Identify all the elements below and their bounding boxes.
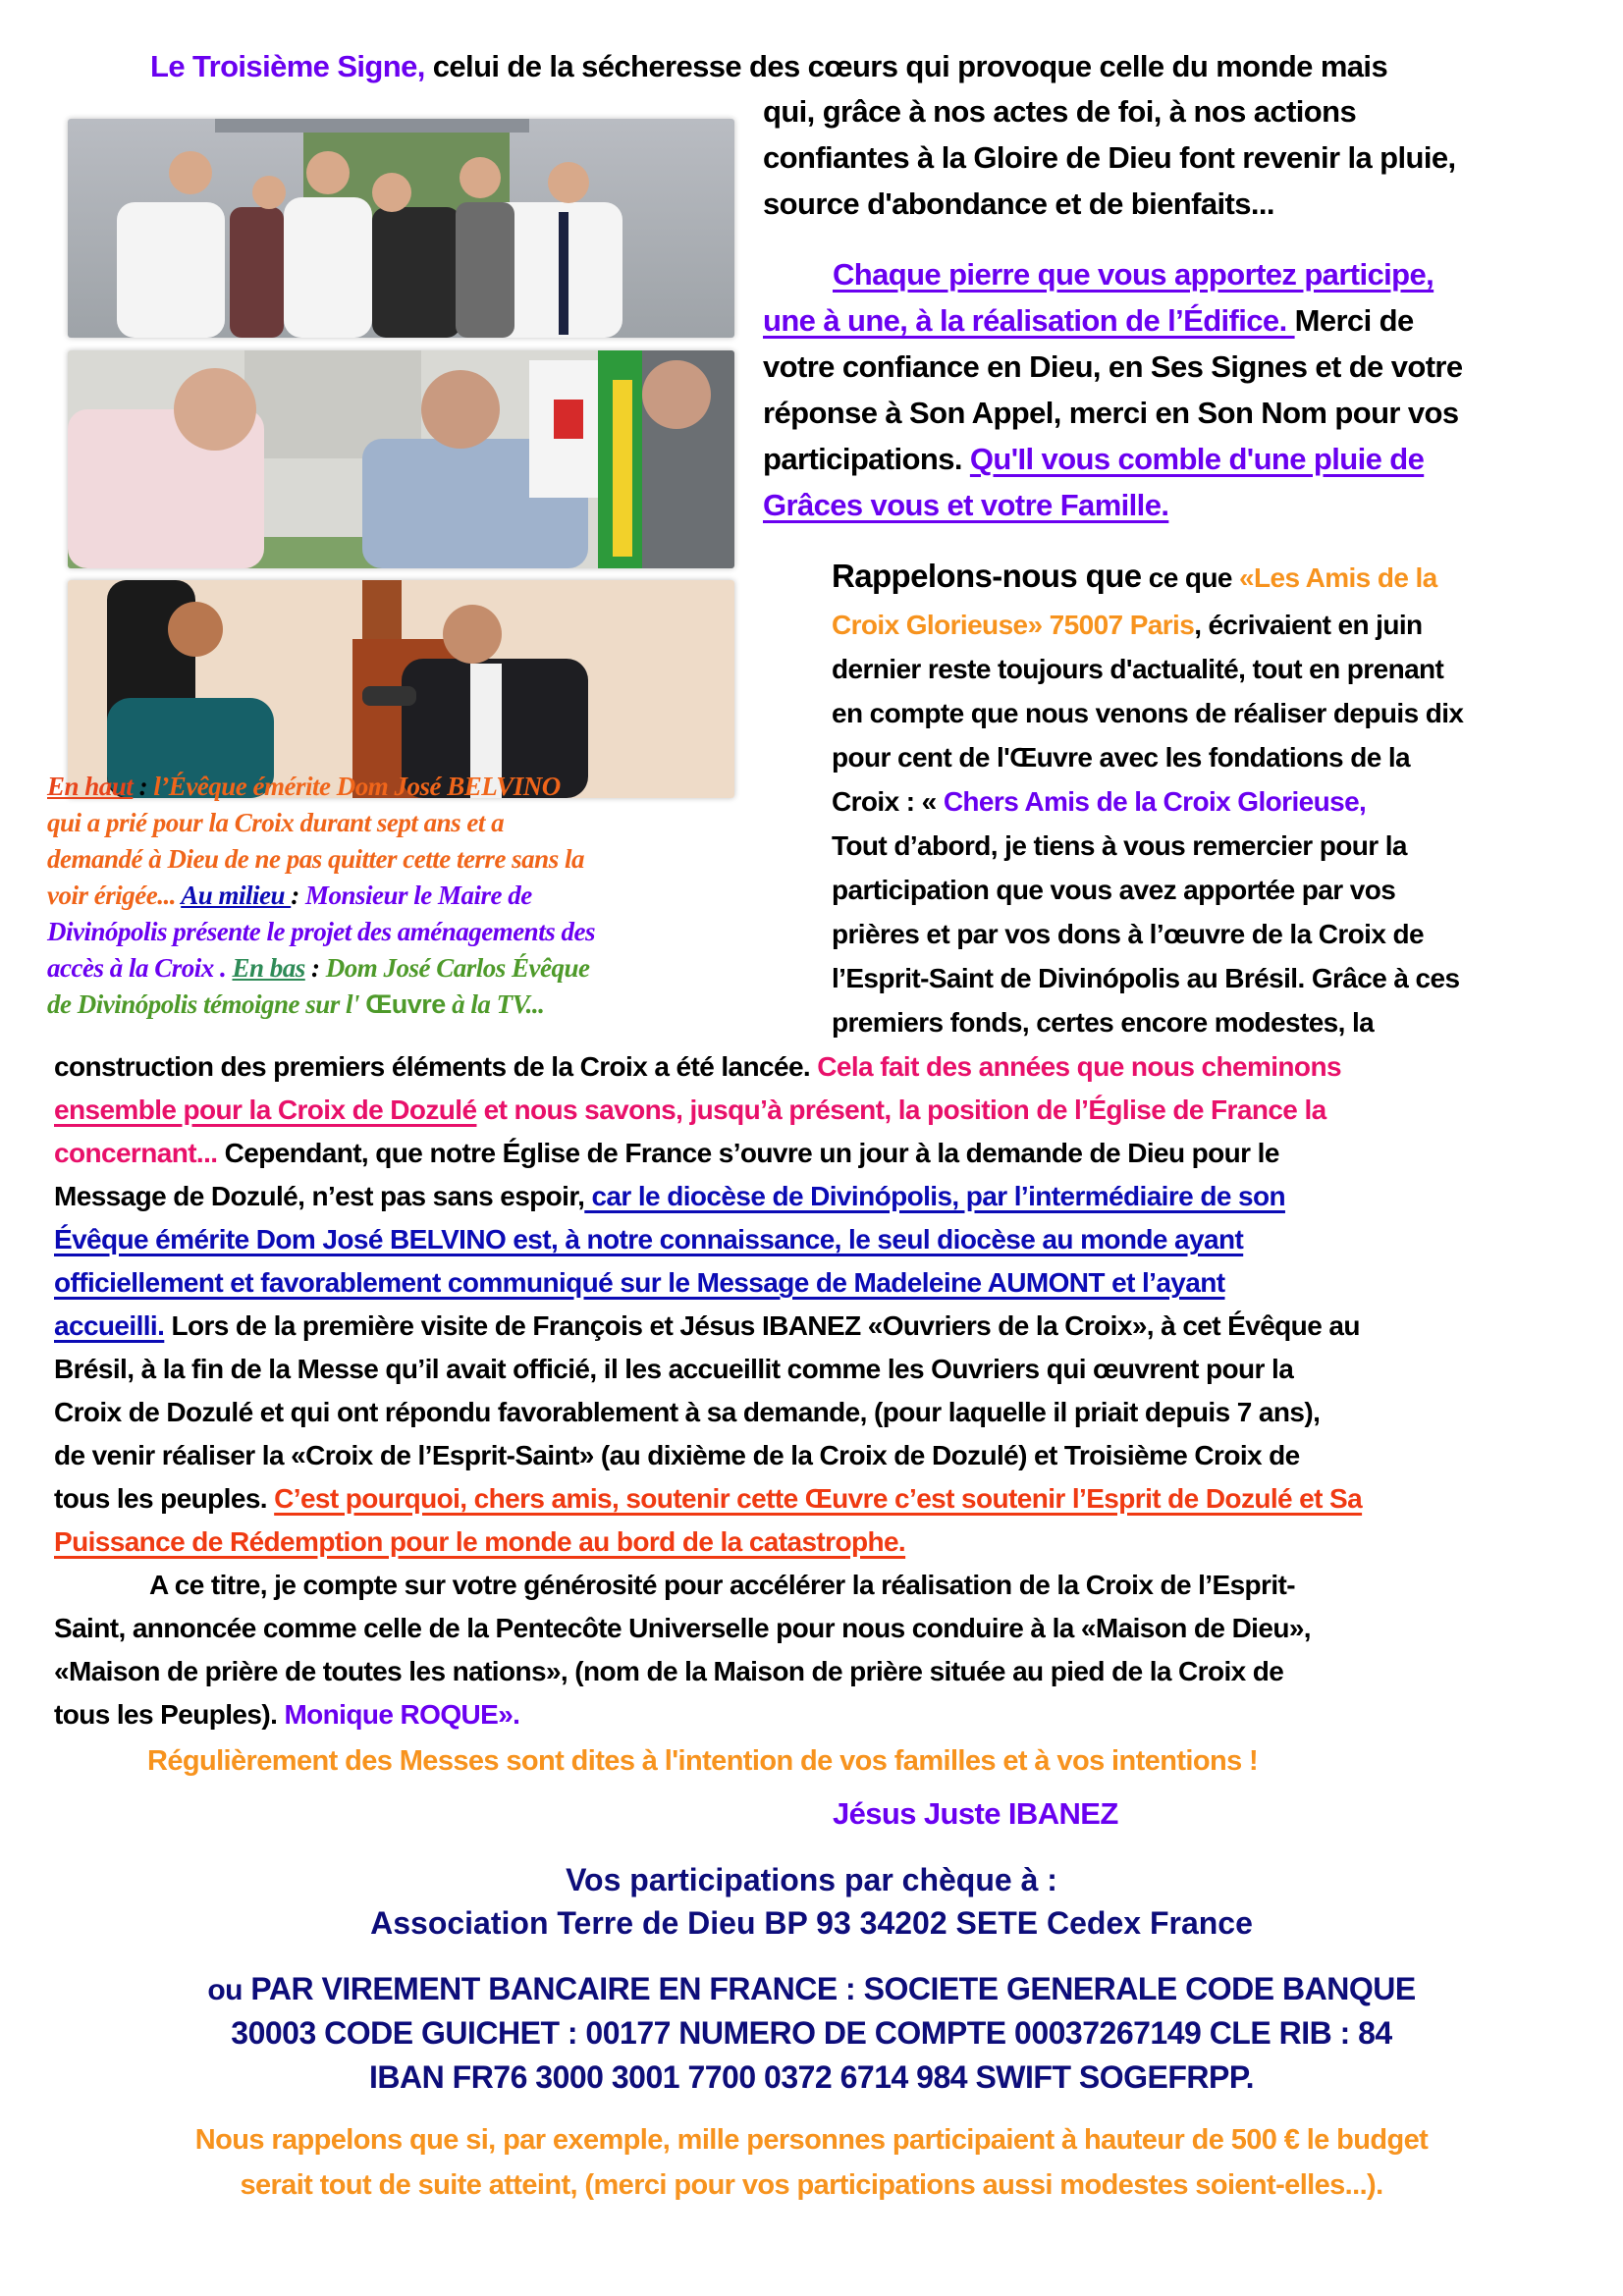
caption-mid-label: Au milieu xyxy=(181,881,292,910)
body-l7-black: Lors de la première visite de François et Jésus IBANEZ «Ouvriers de la Croix», à cet Évêque au xyxy=(164,1310,1360,1341)
caption-oeuvre: Œuvre xyxy=(365,989,446,1019)
cheque-address: Association Terre de Dieu BP 93 34202 SETE Cedex France xyxy=(370,1905,1253,1941)
rappel-line-10: l’Esprit-Saint de Divinópolis au Brésil. Grâce à ces xyxy=(832,963,1460,993)
rappel-org-1: «Les Amis de la xyxy=(1239,562,1437,593)
body-l4-black: Message de Dozulé, n’est pas sans espoir, xyxy=(54,1181,585,1211)
transfer-prefix: ou xyxy=(207,1974,243,2006)
body-line-1 xyxy=(54,1051,1341,1083)
caption-bot-1: Dom José Carlos Évêque xyxy=(325,953,590,983)
body-l3-black: Cependant, que notre Église de France s’ouvre un jour à la demande de Dieu pour le xyxy=(217,1138,1279,1168)
thanks-link-4[interactable]: Grâces vous et votre Famille. xyxy=(763,488,1169,522)
thanks-line-5 xyxy=(763,442,1424,477)
body-line-11 xyxy=(54,1483,1362,1515)
caption-line-3: demandé à Dieu de ne pas quitter cette terre sans la xyxy=(47,844,584,874)
body-l11-link[interactable]: C’est pourquoi, chers amis, soutenir cette Œuvre c’est soutenir l’Esprit de Dozulé et Sa xyxy=(274,1483,1363,1514)
body-line-3 xyxy=(54,1138,1279,1169)
body-l1-pink: Cela fait des années que nous cheminons xyxy=(817,1051,1341,1082)
body-line-9: Croix de Dozulé et qui ont répondu favorablement à sa demande, (pour laquelle il priait depuis 7 ans), xyxy=(54,1397,1321,1427)
caption-bot-2: de Divinópolis témoigne sur l' xyxy=(47,989,366,1019)
caption-line-2: qui a prié pour la Croix durant sept ans et a xyxy=(47,808,505,837)
caption-line-6 xyxy=(47,953,590,984)
thanks-link-3[interactable]: Qu'Il vous comble d'une pluie de xyxy=(969,442,1425,476)
body-l2-link[interactable]: ensemble pour la Croix de Dozulé xyxy=(54,1095,477,1125)
rappel-line-8: participation que vous avez apportée par vos xyxy=(832,875,1396,905)
caption-line-1 xyxy=(47,772,561,802)
cheque-title: Vos participations par chèque à : xyxy=(566,1862,1057,1897)
intro-line-1-rest: celui de la sécheresse des cœurs qui provoque celle du monde mais xyxy=(424,49,1388,83)
closing-line-2: serait tout de suite atteint, (merci pour vos participations aussi modestes soient-elles...). xyxy=(240,2169,1383,2201)
body-line-7 xyxy=(54,1310,1360,1342)
rappel-line-2 xyxy=(832,610,1423,641)
rappel-line-4: en compte que nous venons de réaliser depuis dix xyxy=(832,698,1464,728)
group-photo-image xyxy=(68,119,734,338)
rappel-line-7: Tout d’abord, je tiens à vous remercier pour la xyxy=(832,830,1407,861)
caption-sep-1: : xyxy=(133,772,154,801)
body-l16-black: tous les Peuples). xyxy=(54,1699,285,1730)
rappel-line-6 xyxy=(832,786,1366,818)
caption-sep-2: : xyxy=(291,881,305,910)
photo-meeting xyxy=(68,350,734,568)
body-signature-monique: Monique ROQUE». xyxy=(284,1699,520,1730)
rappel-org-2: Croix Glorieuse» 75007 Paris xyxy=(832,610,1195,640)
masses-note: Régulièrement des Messes sont dites à l'intention de vos familles et à vos intentions ! xyxy=(147,1745,1259,1777)
body-l7-link[interactable]: accueilli. xyxy=(54,1310,165,1341)
rappel-salutation: Chers Amis de la Croix Glorieuse, xyxy=(943,786,1367,817)
thanks-line-2 xyxy=(763,303,1414,339)
transfer-line-1 xyxy=(0,1971,1623,2007)
thanks-line-6 xyxy=(763,488,1168,523)
caption-mid-1: Monsieur le Maire de xyxy=(304,881,532,910)
thanks-line-4: réponse à Son Appel, merci en Son Nom pour vos xyxy=(763,396,1459,430)
photo-group xyxy=(68,119,734,338)
body-line-8: Brésil, à la fin de la Messe qu’il avait officié, il les accueillit comme les Ouvriers qui œuvrent pour la xyxy=(54,1354,1294,1384)
thanks-link-2[interactable]: une à une, à la réalisation de l’Édifice. xyxy=(763,303,1295,338)
caption-mid-3: accès à la Croix . xyxy=(47,953,233,983)
thanks-line-5-start: participations. xyxy=(763,442,970,476)
body-l3-pink: concernant... xyxy=(54,1138,218,1168)
photo-interview xyxy=(68,580,734,798)
caption-top-label: En haut xyxy=(47,772,134,801)
interview-photo-image xyxy=(68,580,734,798)
body-line-6[interactable]: officiellement et favorablement communiqué sur le Message de Madeleine AUMONT et l’ayant xyxy=(54,1267,1225,1298)
intro-line-4: source d'abondance et de bienfaits... xyxy=(763,187,1274,221)
body-line-10: de venir réaliser la «Croix de l’Esprit-Saint» (au dixième de la Croix de Dozulé) et Troisième Croix de xyxy=(54,1440,1300,1470)
caption-bot-2-end: à la TV... xyxy=(445,989,545,1019)
thanks-link-1[interactable]: Chaque pierre que vous apportez participe, xyxy=(833,257,1434,292)
intro-line-3: confiantes à la Gloire de Dieu font revenir la pluie, xyxy=(763,140,1456,175)
meeting-photo-image xyxy=(68,350,734,568)
caption-top-1: l’Évêque émérite Dom José BELVINO xyxy=(153,772,561,801)
rappel-line-1 xyxy=(832,558,1437,595)
rappel-line-5: pour cent de l'Œuvre avec les fondations de la xyxy=(832,742,1411,773)
thanks-line-2-rest: Merci de xyxy=(1294,303,1414,338)
body-line-13: A ce titre, je compte sur votre générosité pour accélérer la réalisation de la Croix de l’Esprit- xyxy=(149,1570,1295,1600)
body-line-16 xyxy=(54,1699,519,1731)
intro-line-1 xyxy=(150,49,1387,84)
caption-line-4 xyxy=(47,881,532,911)
body-line-4 xyxy=(54,1181,1285,1212)
body-l2-pink: et nous savons, jusqu’à présent, la position de l’Église de France la xyxy=(476,1095,1326,1125)
closing-line-1: Nous rappelons que si, par exemple, mille personnes participaient à hauteur de 500 € le budget xyxy=(194,2124,1429,2156)
rappel-line-11: premiers fonds, certes encore modestes, la xyxy=(832,1007,1375,1038)
transfer-line-2: 30003 CODE GUICHET : 00177 NUMERO DE COMPTE 00037267149 CLE RIB : 84 xyxy=(231,2015,1392,2051)
rappel-big: Rappelons-nous que xyxy=(832,558,1142,594)
body-line-12[interactable]: Puissance de Rédemption pour le monde au bord de la catastrophe. xyxy=(54,1526,906,1557)
rappel-small: ce que xyxy=(1141,562,1240,593)
rappel-line-6-start: Croix : « xyxy=(832,786,944,817)
rappel-line-9: prières et par vos dons à l’œuvre de la Croix de xyxy=(832,919,1424,949)
body-line-2 xyxy=(54,1095,1326,1126)
thanks-line-3: votre confiance en Dieu, en Ses Signes et de votre xyxy=(763,349,1463,384)
body-l11-black: tous les peuples. xyxy=(54,1483,275,1514)
body-line-15: «Maison de prière de toutes les nations», (nom de la Maison de prière située au pied de la Croix de xyxy=(54,1656,1284,1686)
body-l1-black: construction des premiers éléments de la Croix a été lancée. xyxy=(54,1051,818,1082)
caption-bot-label: En bas xyxy=(232,953,305,983)
caption-top-4: voir érigée... xyxy=(47,881,176,910)
signature: Jésus Juste IBANEZ xyxy=(833,1796,1118,1831)
body-l4-link[interactable]: car le diocèse de Divinópolis, par l’intermédiaire de son xyxy=(584,1181,1285,1211)
body-line-14: Saint, annoncée comme celle de la Pentecôte Universelle pour nous conduire à la «Maison de Dieu», xyxy=(54,1613,1311,1643)
transfer-line-3: IBAN FR76 3000 3001 7700 0372 6714 984 SWIFT SOGEFRPP. xyxy=(369,2059,1254,2095)
caption-line-7 xyxy=(47,989,544,1020)
caption-sep-3: : xyxy=(304,953,326,983)
caption-line-5: Divinópolis présente le projet des aménagements des xyxy=(47,917,595,946)
rappel-line-3: dernier reste toujours d'actualité, tout en prenant xyxy=(832,654,1444,684)
body-line-5[interactable]: Évêque émérite Dom José BELVINO est, à notre connaissance, le seul diocèse au monde ayant xyxy=(54,1224,1244,1255)
thanks-line-1 xyxy=(833,257,1434,293)
intro-lead: Le Troisième Signe, xyxy=(150,49,425,83)
rappel-line-2-rest: , écrivaient en juin xyxy=(1194,610,1423,640)
intro-line-2: qui, grâce à nos actes de foi, à nos actions xyxy=(763,94,1357,129)
transfer-line-1-text: PAR VIREMENT BANCAIRE EN FRANCE : SOCIETE GENERALE CODE BANQUE xyxy=(243,1971,1416,2006)
